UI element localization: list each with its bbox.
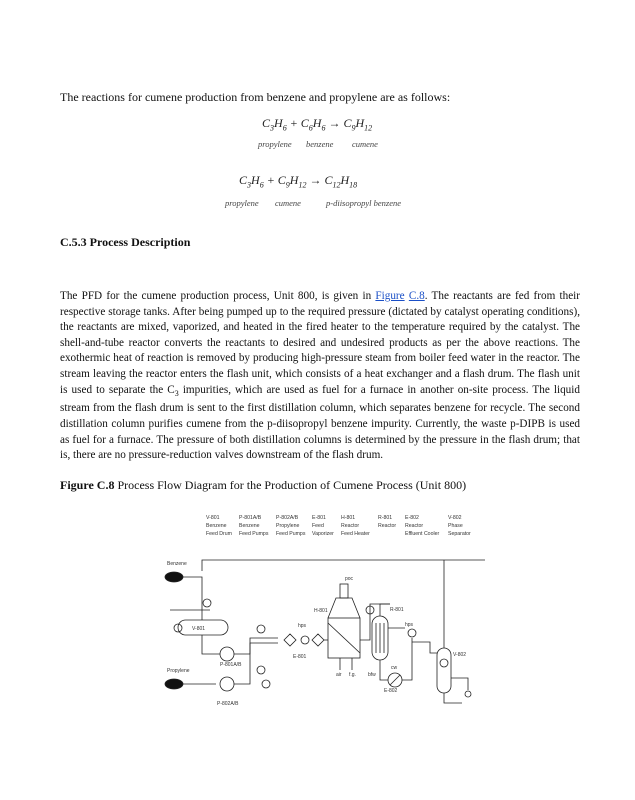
p801-label: P-801A/B [220,662,242,668]
e802-label: E-802 [384,688,398,694]
reaction-2-equation: $C_3H_6 + C_9H_{12} \to C_{12}H_{18}$ [239,173,358,190]
reaction-2-label-cumene: cumene [275,198,301,208]
reaction-1-equation: $C_3H_6 + C_6H_6 \to C_9H_{12}$ [262,116,373,133]
recycle-line [202,560,485,571]
header-desc: Feed [312,523,324,529]
header-id: P-801A/B [239,515,262,521]
header-desc: Separator [448,531,471,537]
header-desc: Feed Heater [341,531,370,537]
section-heading: C.5.3 Process Description [60,235,191,249]
header-desc: Vaporizer [312,531,334,537]
p801-pump [220,647,234,661]
hps-label-2: hps [405,622,414,628]
poc-label: poc [345,576,354,582]
header-desc: Feed Pumps [239,531,269,537]
propylene-feed-symbol [165,679,183,689]
valve-icon [203,599,211,607]
mixer [284,634,296,646]
bfw-label: bfw [368,672,376,678]
figure-caption: Figure C.8 Process Flow Diagram for the Production of Cumene Process (Unit 800) [60,478,467,492]
reaction-1-label-cumene: cumene [352,139,378,149]
header-desc: Reactor [378,523,397,529]
header-id: V-802 [448,515,462,521]
header-desc: Effluent Cooler [405,531,440,537]
header-id: R-801 [378,515,393,521]
header-desc: Reactor [341,523,360,529]
h801-label: H-801 [314,608,328,614]
header-desc: Feed Drum [206,531,232,537]
benzene-line [234,638,278,654]
fuel-gas-label: f.g. [349,672,356,678]
header-id: E-802 [405,515,419,521]
header-desc: Benzene [206,523,227,529]
benzene-feed-symbol [165,572,183,582]
process-flow-diagram [150,508,485,713]
cw-label: cw [391,665,398,671]
header-desc: Benzene [239,523,260,529]
p802-pump [220,677,234,691]
reaction-2-label-propylene: propylene [225,198,259,208]
header-id: P-802A/B [276,515,299,521]
p802-label: P-802A/B [217,701,239,707]
header-desc: Phase [448,523,463,529]
reaction-1-label-benzene: benzene [306,139,334,149]
header-desc: Propylene [276,523,300,529]
v802-label: V-802 [453,652,467,658]
header-desc: Feed Pumps [276,531,306,537]
header-id: H-801 [341,515,356,521]
figure-link[interactable]: Figure [375,290,405,302]
r801-label: R-801 [390,607,404,613]
air-label: air [336,672,342,678]
e801-label: E-801 [293,654,307,660]
header-desc: Reactor [405,523,424,529]
figure-number-link[interactable]: C.8 [408,290,425,302]
intro-text: The reactions for cumene production from benzene and propylene are as follows: [60,90,451,104]
reaction-1-label-propylene: propylene [258,139,292,149]
propylene-label: Propylene [167,668,190,674]
v802-separator [437,648,451,693]
v801-label: V-801 [192,626,206,632]
hps-label: hps [298,623,307,629]
benzene-label: Benzene [167,561,187,567]
process-description-paragraph: The PFD for the cumene production process, Unit 800, is given in Figure C.8. The reactants are fed from their respective storage tanks. After being pumped up to the required pressure (dictated by catalyst operating conditions), the reactants are mixed, vaporized, and heated in the fired heater to the temperature required by the catalyst. The shell-and-tube reactor converts the reactants to desired and undesired products as per the above reactions. The exothermic heat of reaction is removed by producing high-pressure steam from boiler feed water in the reactor. The stream leaving the reactor enters the flash unit, which consists of a heat exchanger and a flash drum. The flash unit is used to separate the $C_3$ impurities, which are used as fuel for a furnace in another on-site process. The liquid stream from the flash drum is sent to the first distillation column, which separates benzene for recycle. The second distillation column purifies cumene from the p-diisopropyl benzene impurity. Currently, the waste p-DIPB is used as fuel for a furnace. The pressure of both distillation columns is determined by the pressure in the flash drum; that is, there are no pressure-reduction valves downstream of the flash drum. [60,290,580,462]
header-id: V-801 [206,515,220,521]
benzene-feed-line [183,577,202,590]
reaction-2-label-pdipb: p-diisopropyl benzene [326,198,401,208]
header-id: E-801 [312,515,326,521]
